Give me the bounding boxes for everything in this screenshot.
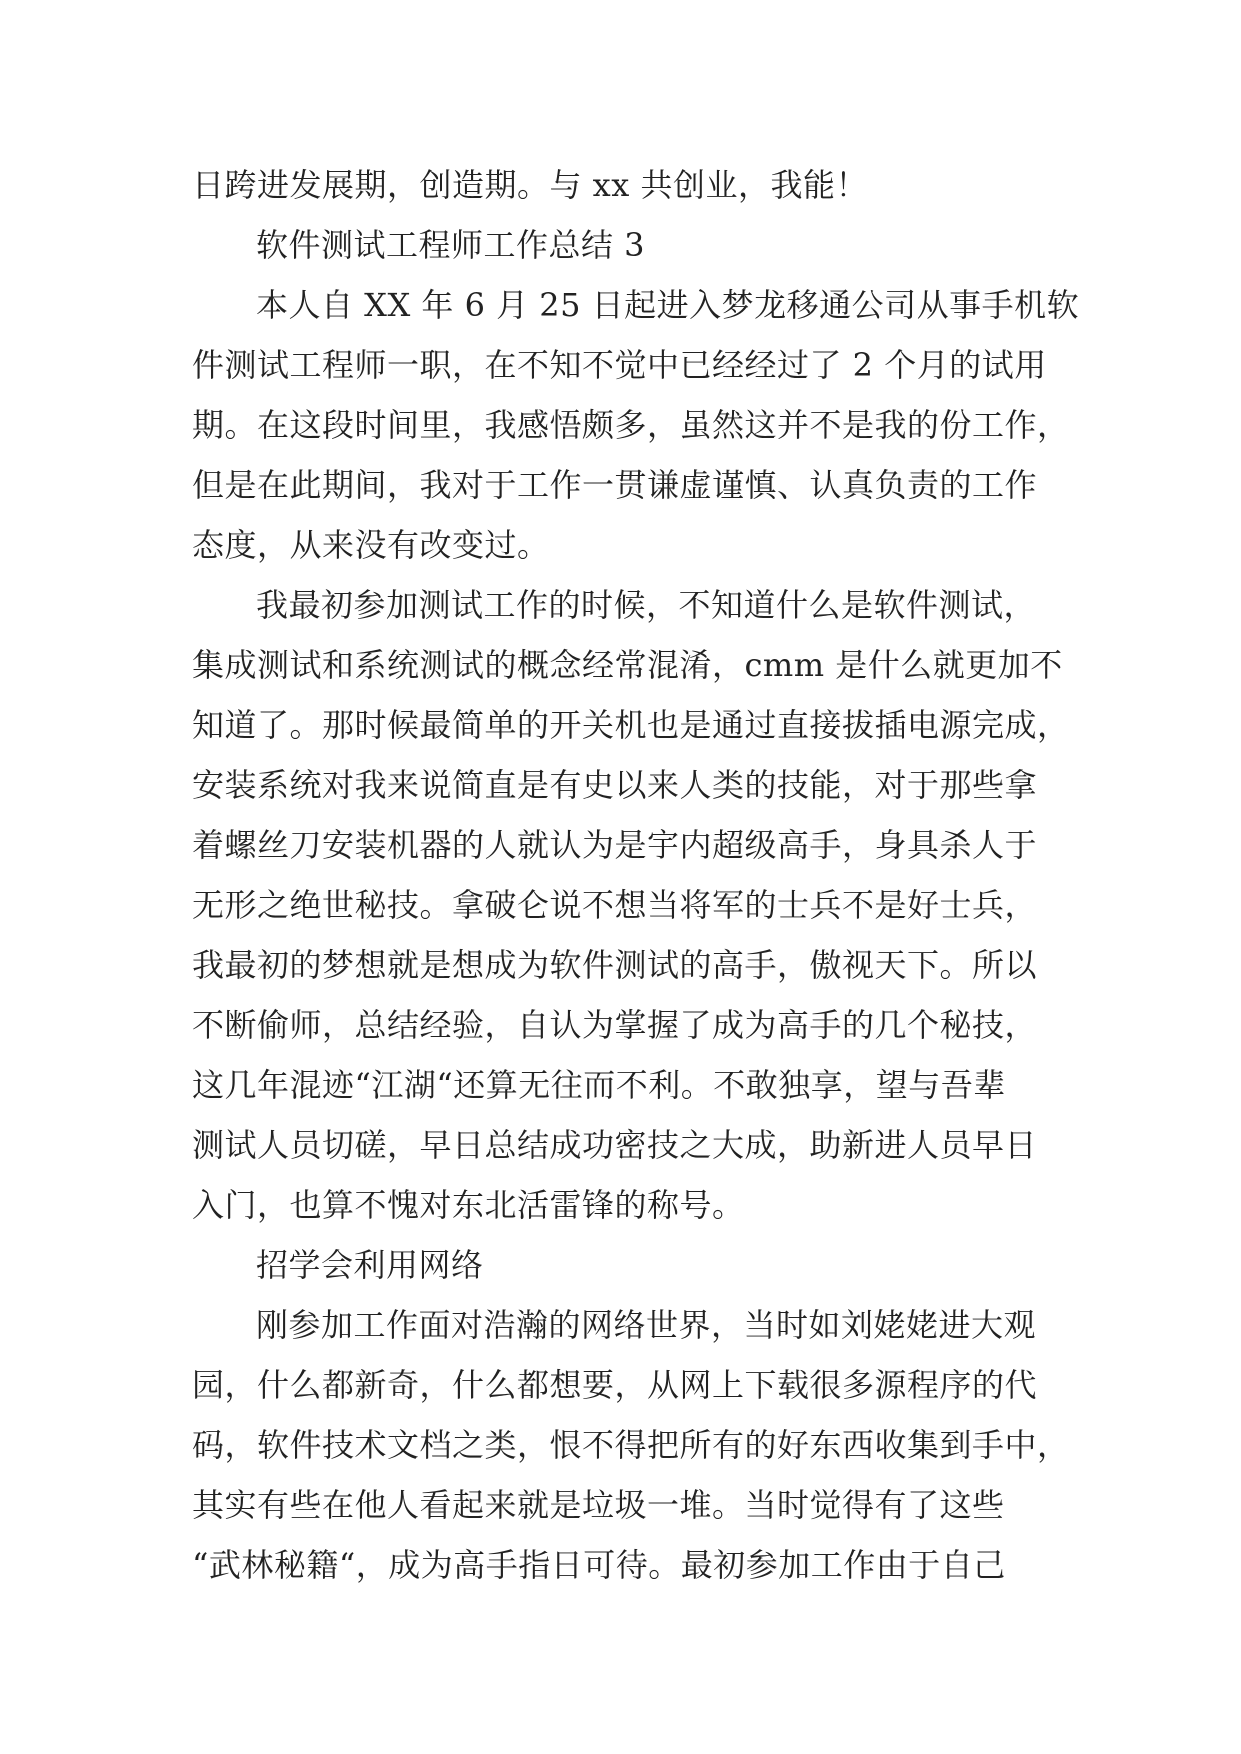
paragraph-line: 期。在这段时间里，我感悟颇多，虽然这并不是我的份工作， bbox=[192, 406, 1070, 444]
paragraph-line: 刚参加工作面对浩瀚的网络世界，当时如刘姥姥进大观 bbox=[256, 1306, 1037, 1344]
paragraph-line: 不断偷师，总结经验，自认为掌握了成为高手的几个秘技， bbox=[192, 1006, 1038, 1044]
paragraph-line: 这几年混迹“江湖“还算无往而不利。不敢独享，望与吾辈 bbox=[192, 1066, 1006, 1104]
paragraph-line: 本人自 XX 年 6 月 25 日起进入梦龙移通公司从事手机软 bbox=[256, 286, 1080, 324]
subsection-heading: 招学会利用网络 bbox=[256, 1246, 484, 1284]
paragraph-line: 园，什么都新奇，什么都想要，从网上下载很多源程序的代 bbox=[192, 1366, 1038, 1404]
paragraph-line: 码，软件技术文档之类，恨不得把所有的好东西收集到手中， bbox=[192, 1426, 1070, 1464]
paragraph-line: 安装系统对我来说简直是有史以来人类的技能，对于那些拿 bbox=[192, 766, 1038, 804]
paragraph-line: 入门，也算不愧对东北活雷锋的称号。 bbox=[192, 1186, 745, 1224]
paragraph-line: 无形之绝世秘技。拿破仑说不想当将军的士兵不是好士兵， bbox=[192, 886, 1038, 924]
paragraph-line: 知道了。那时候最简单的开关机也是通过直接拔插电源完成， bbox=[192, 706, 1070, 744]
paragraph-line: 我最初参加测试工作的时候，不知道什么是软件测试， bbox=[256, 586, 1037, 624]
body-text-line: 日跨进发展期，创造期。与 xx 共创业，我能！ bbox=[192, 166, 868, 204]
paragraph-line: 件测试工程师一职，在不知不觉中已经经过了 2 个月的试用 bbox=[192, 346, 1047, 384]
paragraph-line: 我最初的梦想就是想成为软件测试的高手，傲视天下。所以 bbox=[192, 946, 1038, 984]
paragraph-line: 其实有些在他人看起来就是垃圾一堆。当时觉得有了这些 bbox=[192, 1486, 1005, 1524]
paragraph-line: 态度，从来没有改变过。 bbox=[192, 526, 550, 564]
paragraph-line: 着螺丝刀安装机器的人就认为是宇内超级高手，身具杀人于 bbox=[192, 826, 1038, 864]
paragraph-line: 集成测试和系统测试的概念经常混淆，cmm 是什么就更加不 bbox=[192, 646, 1063, 684]
paragraph-line: 但是在此期间，我对于工作一贯谦虚谨慎、认真负责的工作 bbox=[192, 466, 1038, 504]
section-heading: 软件测试工程师工作总结 3 bbox=[256, 226, 646, 264]
paragraph-line: “武林秘籍“，成为高手指日可待。最初参加工作由于自己 bbox=[192, 1546, 1006, 1584]
paragraph-line: 测试人员切磋，早日总结成功密技之大成，助新进人员早日 bbox=[192, 1126, 1038, 1164]
